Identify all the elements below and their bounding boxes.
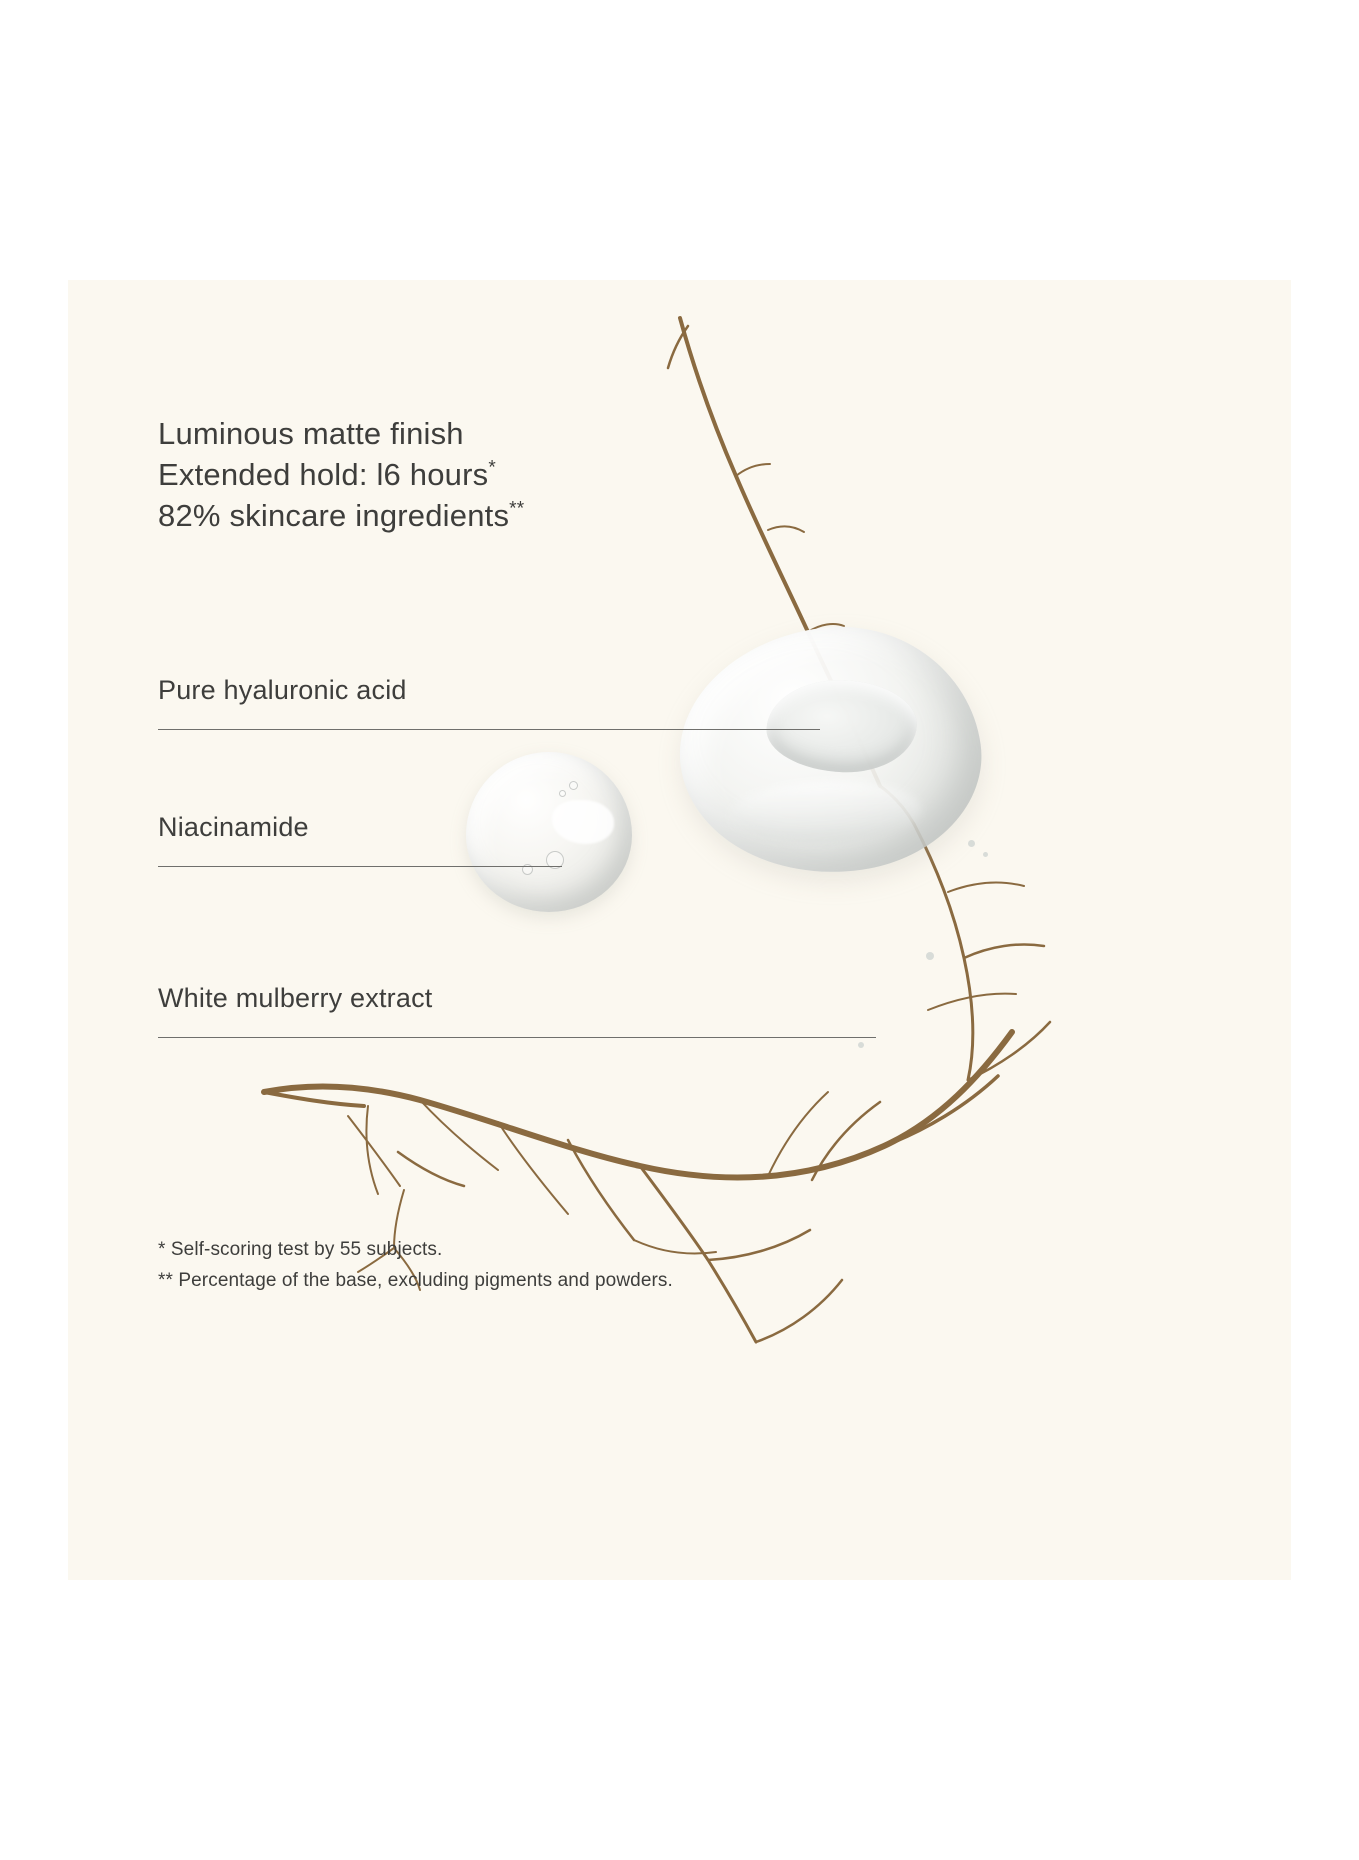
- footnotes-block: [158, 1234, 673, 1296]
- ingredient-rule-white-mulberry-extract: [158, 1037, 876, 1038]
- ingredient-label-white-mulberry-extract: [158, 983, 432, 1024]
- headline-line-3-text: 82% skincare ingredients: [158, 498, 510, 533]
- droplet-speck-icon: [858, 1042, 864, 1048]
- ingredient-rule-hyaluronic-acid: [158, 729, 820, 730]
- droplet-speck-icon: [983, 852, 988, 857]
- headline-line-1: Luminous matte finish: [158, 416, 464, 451]
- ingredient-label-text: Niacinamide: [158, 812, 309, 842]
- footnote-marker-double: **: [509, 498, 525, 520]
- headline-line-2-text: Extended hold: l6 hours: [158, 457, 489, 492]
- cream-swatch-icon: [664, 608, 995, 892]
- footnote-line-2: ** Percentage of the base, excluding pigments and powders.: [158, 1270, 673, 1291]
- bubble-icon: [559, 790, 566, 797]
- droplet-speck-icon: [968, 840, 975, 847]
- headline-line-3: [158, 495, 524, 536]
- bubble-icon: [569, 781, 578, 790]
- image-canvas: [68, 280, 1291, 1580]
- headline-block: [158, 413, 524, 536]
- droplet-speck-icon: [926, 952, 934, 960]
- gel-droplet-icon: [466, 752, 632, 912]
- ingredient-rule-niacinamide: [158, 866, 562, 867]
- footnote-line-1: * Self-scoring test by 55 subjects.: [158, 1239, 443, 1260]
- ingredient-label-hyaluronic-acid: [158, 675, 407, 716]
- footnote-marker-single: *: [488, 457, 496, 479]
- ingredient-label-text: White mulberry extract: [158, 983, 433, 1013]
- ingredient-label-text: Pure hyaluronic acid: [158, 675, 407, 705]
- ingredient-label-niacinamide: [158, 812, 309, 853]
- headline-line-2: [158, 454, 524, 495]
